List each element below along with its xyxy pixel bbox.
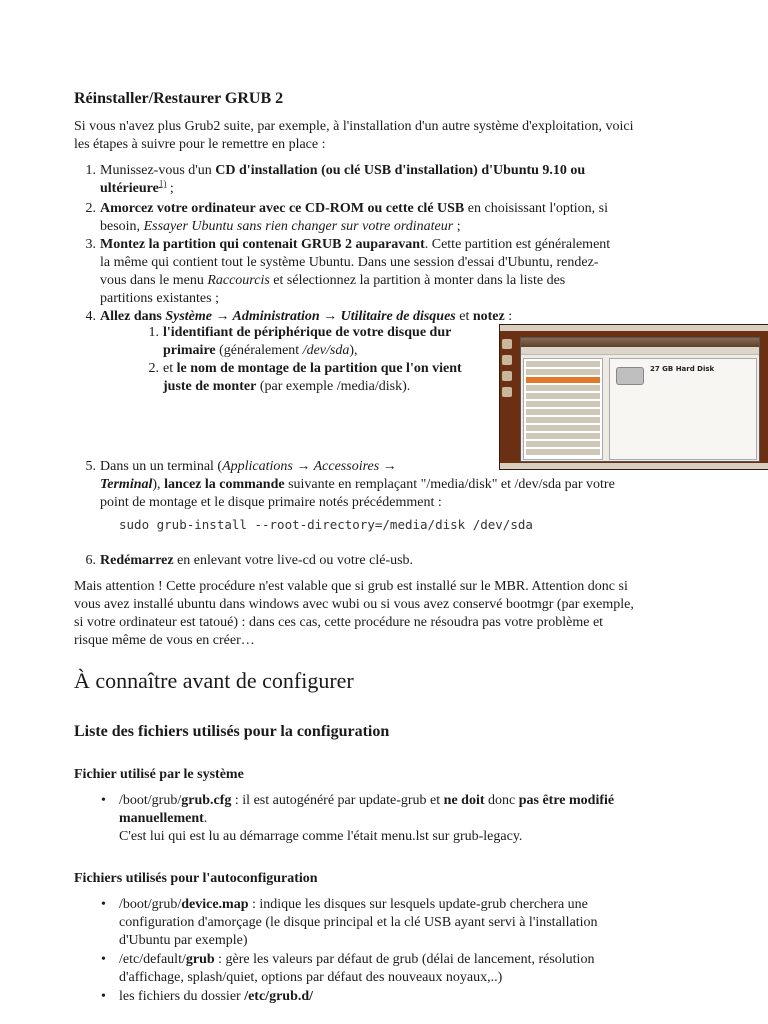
list-item: • /etc/default/grub : gère les valeurs par défaut de grub (délai de lancement, résolution d'affichage, splash/quiet, options par défaut des nouveaux noyaux,..) (119, 951, 696, 987)
files-heading: Liste des fichiers utilisés pour la configuration (74, 723, 390, 740)
substep-item: 1. l'identifiant de périphérique de votre disque dur primaire (généralement /dev/sda), (148, 325, 452, 358)
list-item: 4. Allez dans Système → Administration → Utilitaire de disques et notez : (85, 309, 513, 324)
folder-icon (502, 371, 512, 381)
window-toolbar (521, 347, 759, 355)
list-item: • /boot/grub/grub.cfg : il est autogénéré par update-grub et ne doit donc pas être modifié manuellement. C'est lui qui est lu au démarrage comme l'était menu.lst sur grub-legacy. (119, 792, 696, 846)
list-item: 5. Dans un un terminal (Applications → Accessoires → Terminal), lancez la commande suivante en remplaçant "/media/disk" et /dev/sda par votre point de montage et le disque primaire notés précédemment : (85, 459, 615, 510)
list-item: 2. Amorcez votre ordinateur avec ce CD-ROM ou cette clé USB en choisissant l'option, si besoin, Essayer Ubuntu sans rien changer sur votre ordinateur ; (85, 201, 608, 234)
list-item: 6. Redémarrez en enlevant votre live-cd ou votre clé-usb. (85, 553, 414, 568)
folder-icon (502, 387, 512, 397)
desktop-icons (502, 339, 516, 403)
warning-paragraph: Mais attention ! Cette procédure n'est valable que si grub est installé sur le MBR. Attention donc si vous avez installé ubuntu dans windows avec wubi ou si vous avez conservé bootmgr (par exemple, si votre ordinateur est tatoué) : dans ces cas, cette procédure ne résoudra pas votre problème et risque même de vous en créer… (74, 579, 634, 648)
folder-icon (502, 339, 512, 349)
drive-label: 27 GB Hard Disk (650, 365, 715, 373)
auto-files-heading: Fichiers utilisés pour l'autoconfiguration (74, 871, 318, 886)
drive-details (609, 358, 757, 460)
list-item: • /boot/grub/device.map : indique les disques sur lesquels update-grub cherchera une configuration d'amorçage (le disque principal et la clé USB ayant servi à l'installation d'Ubuntu par exemple) (119, 896, 696, 950)
config-heading: À connaître avant de configurer (74, 668, 354, 693)
substep-item: 2. et le nom de montage de la partition que l'on vient juste de monter (par exemple /media/disk). (148, 361, 462, 394)
window-titlebar (521, 338, 759, 347)
section-title: Réinstaller/Restaurer GRUB 2 (74, 90, 284, 107)
hard-disk-icon (616, 367, 644, 385)
disk-utility-screenshot (499, 324, 768, 470)
device-list (523, 358, 603, 460)
intro-paragraph: Si vous n'avez plus Grub2 suite, par exemple, à l'installation d'un autre système d'exploitation, voici les étapes à suivre pour le remettre en place : (74, 119, 634, 152)
footnote-link[interactable]: 1) (158, 178, 167, 189)
system-file-heading: Fichier utilisé par le système (74, 767, 244, 782)
disk-utility-window (520, 337, 760, 462)
list-item: 1. Munissez-vous d'un CD d'installation (ou clé USB d'installation) d'Ubuntu 9.10 ou ultérieure$^{1)}$ ; (85, 163, 586, 196)
bottom-panel (500, 463, 768, 469)
command-code-block: sudo grub-install --root-directory=/media/disk /dev/sda (119, 517, 533, 532)
folder-icon (502, 355, 512, 365)
list-item: 3. Montez la partition qui contenait GRUB 2 auparavant. Cette partition est généralement la même qui contient tout le système Ubuntu. Dans une session d'essai d'Ubuntu, rendez- vous dans le menu Raccourcis et sélectionnez la partition à monter dans la liste des partitions existantes ; (85, 237, 611, 306)
list-item: • les fichiers du dossier /etc/grub.d/ (119, 988, 696, 1006)
top-panel (500, 325, 768, 331)
